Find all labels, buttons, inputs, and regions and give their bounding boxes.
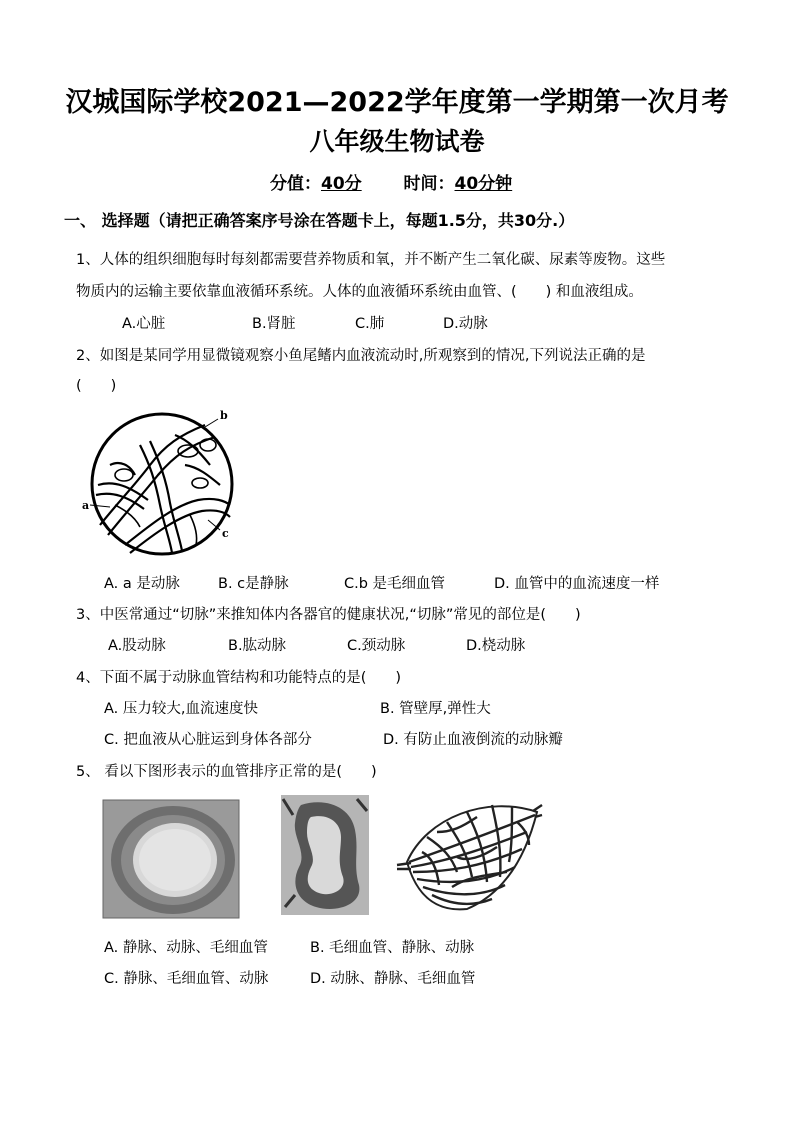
section-heading: 一、 选择题（请把正确答案序号涂在答题卡上，每题1.5分，共30分.） — [64, 211, 575, 230]
question-2-option-b[interactable]: B. c是静脉 — [218, 576, 289, 592]
microscope-field-figure — [80, 405, 240, 565]
question-3-option-c[interactable]: C.颈动脉 — [347, 638, 406, 654]
question-1-option-b[interactable]: B.肾脏 — [252, 316, 296, 332]
figure-label-b: b — [220, 409, 228, 422]
question-2-option-d[interactable]: D. 血管中的血流速度一样 — [494, 576, 660, 592]
vessel-image-2 — [281, 795, 369, 915]
question-1-option-c[interactable]: C.肺 — [355, 316, 385, 332]
question-3-option-d[interactable]: D.桡动脉 — [466, 638, 526, 654]
exam-subtitle: 八年级生物试卷 — [309, 127, 485, 156]
question-5-option-c[interactable]: C. 静脉、毛细血管、动脉 — [104, 971, 269, 987]
question-2-option-a[interactable]: A. a 是动脉 — [104, 576, 180, 592]
question-1-line-2: 物质内的运输主要依靠血液循环系统。人体的血液循环系统由血管、( ) 和血液组成。 — [76, 284, 643, 300]
question-2-line-2: ( ) — [76, 378, 117, 394]
score-value: 40分 — [321, 174, 362, 194]
question-4-option-c[interactable]: C. 把血液从心脏运到身体各部分 — [104, 732, 312, 748]
question-1-line-1: 1、人体的组织细胞每时每刻都需要营养物质和氧，并不断产生二氧化碳、尿素等废物。这些 — [76, 252, 666, 268]
question-5-line-1: 5、 看以下图形表示的血管排序正常的是( ) — [76, 764, 377, 780]
figure-label-a: a — [82, 499, 90, 512]
vessel-image-1 — [103, 800, 239, 918]
question-2-line-1: 2、如图是某同学用显微镜观察小鱼尾鳍内血液流动时,所观察到的情况,下列说法正确的是 — [76, 348, 646, 364]
question-4-line-1: 4、下面不属于动脉血管结构和功能特点的是( ) — [76, 670, 402, 686]
score-time-line — [270, 169, 512, 194]
question-4-option-d[interactable]: D. 有防止血液倒流的动脉瓣 — [383, 732, 563, 748]
figure-label-c: c — [222, 527, 229, 540]
question-4-option-b[interactable]: B. 管壁厚,弹性大 — [380, 701, 491, 717]
time-value: 40分钟 — [454, 174, 513, 194]
question-5-option-b[interactable]: B. 毛细血管、静脉、动脉 — [310, 940, 475, 956]
vessel-image-3 — [397, 797, 542, 915]
question-5-option-a[interactable]: A. 静脉、动脉、毛细血管 — [104, 940, 268, 956]
time-label: 时间： — [403, 174, 455, 194]
question-3-line-1: 3、中医常通过“切脉”来推知体内各器官的健康状况,“切脉”常见的部位是( ) — [76, 607, 581, 623]
question-3-option-b[interactable]: B.肱动脉 — [228, 638, 287, 654]
score-label: 分值： — [270, 174, 321, 194]
question-2-option-c[interactable]: C.b 是毛细血管 — [344, 576, 446, 592]
exam-title: 汉城国际学校2021—2022学年度第一学期第一次月考 — [65, 87, 729, 118]
question-5-option-d[interactable]: D. 动脉、静脉、毛细血管 — [310, 971, 476, 987]
question-4-option-a[interactable]: A. 压力较大,血流速度快 — [104, 701, 258, 717]
question-1-option-a[interactable]: A.心脏 — [122, 316, 166, 332]
question-3-option-a[interactable]: A.股动脉 — [108, 638, 166, 654]
question-1-option-d[interactable]: D.动脉 — [443, 316, 488, 332]
